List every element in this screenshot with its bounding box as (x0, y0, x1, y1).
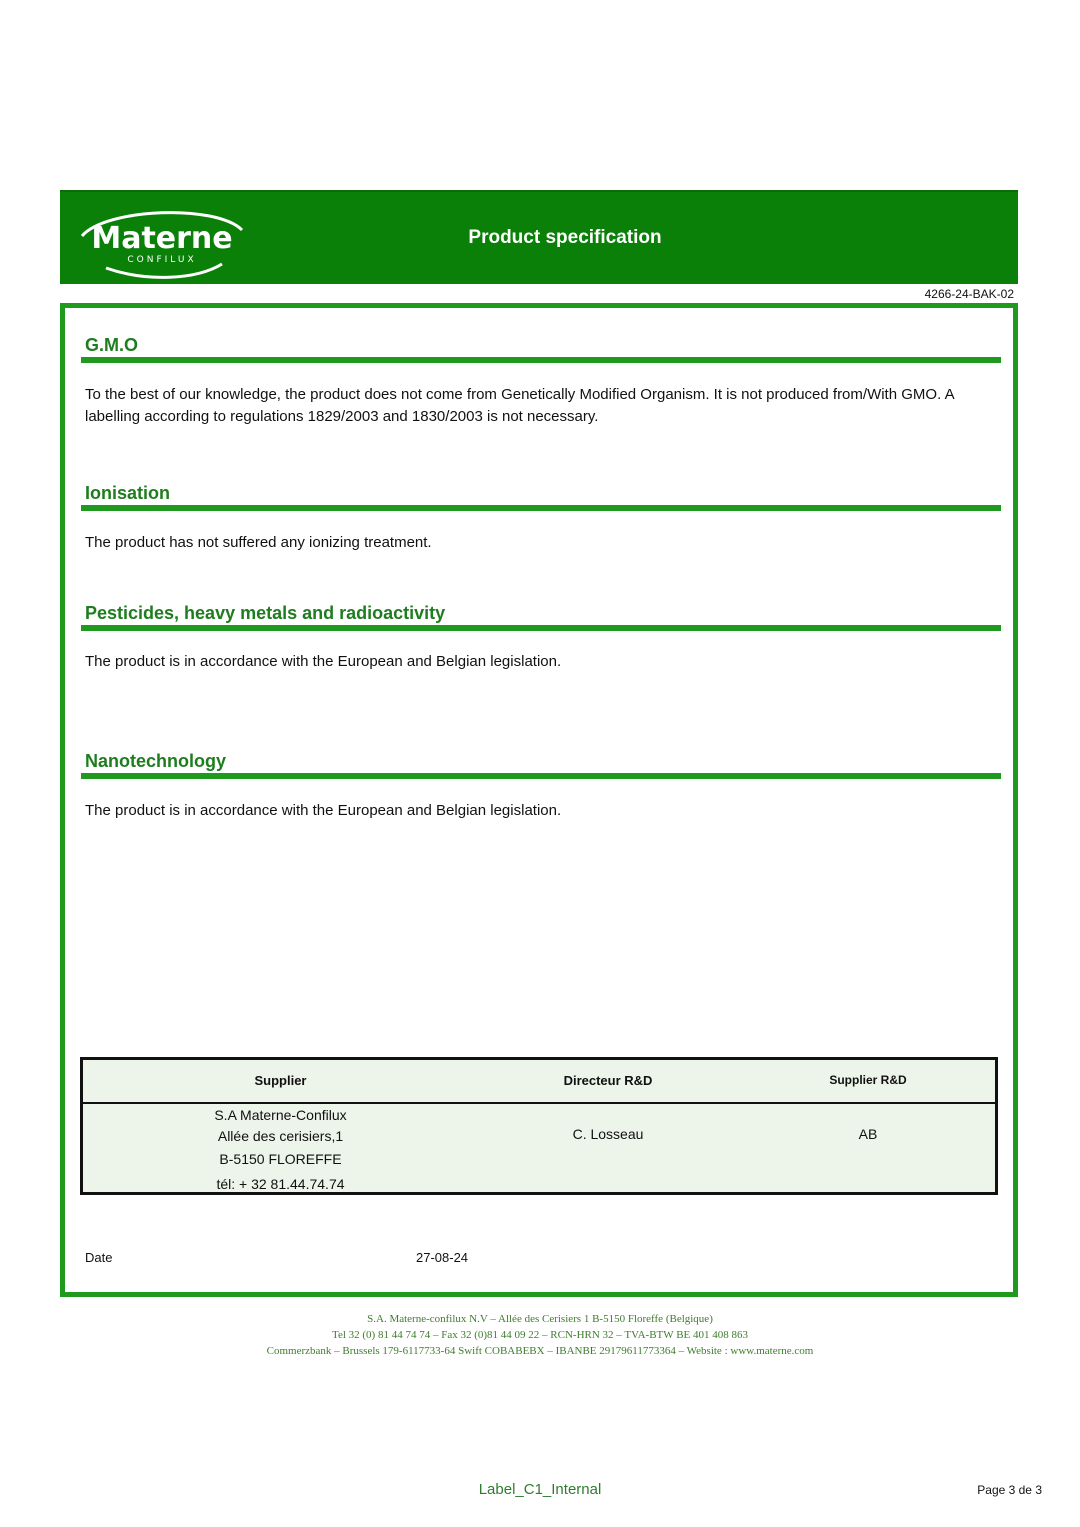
document-title: Product specification (468, 227, 662, 248)
signature-table (80, 1057, 998, 1195)
footer-contact: Tel 32 (0) 81 44 74 74 – Fax 32 (0)81 44 09 22 – RCN-HRN 32 – TVA-BTW BE 401 408 863 (332, 1329, 748, 1341)
text-line: labelling according to regulations 1829/2003 and 1830/2003 is not necessary. (85, 408, 599, 425)
section-rule (81, 625, 1001, 631)
section-text-pesticides (85, 651, 1010, 673)
section-title-pesticides: Pesticides, heavy metals and radioactivity (85, 603, 446, 623)
text-line: The product is in accordance with the European and Belgian legislation. (85, 653, 562, 670)
logo-name: Materne (91, 221, 233, 256)
text-line: The product is in accordance with the European and Belgian legislation. (85, 802, 562, 819)
header-director: Directeur R&D (563, 1073, 653, 1088)
date-value: 27-08-24 (416, 1250, 469, 1265)
signature-table-header (83, 1060, 995, 1104)
section-rule (81, 357, 1001, 363)
text-line: The product has not suffered any ionizing treatment. (85, 534, 432, 551)
date-label: Date (85, 1250, 113, 1265)
address-line: tél: + 32 81.44.74.74 (216, 1176, 345, 1192)
section-title-ionisation: Ionisation (85, 483, 170, 503)
section-text-gmo (85, 384, 1010, 428)
header-band (60, 190, 1018, 284)
section-rule (81, 505, 1001, 511)
address-line: B-5150 FLOREFFE (219, 1151, 342, 1167)
classification-label: Label_C1_Internal (478, 1481, 602, 1498)
text-line: To the best of our knowledge, the product does not come from Genetically Modified Organism. It is not produced from/With GMO. A (85, 386, 955, 403)
header-supplier-rd: Supplier R&D (829, 1073, 907, 1087)
section-text-nanotechnology (85, 800, 1010, 822)
section-text-ionisation (85, 532, 1010, 554)
section-title-nanotechnology: Nanotechnology (85, 751, 227, 771)
section-rule (81, 773, 1001, 779)
director-name: C. Losseau (572, 1126, 644, 1142)
logo-sub: CONFILUX (127, 255, 197, 265)
supplier-rd-name: AB (858, 1126, 878, 1142)
supplier-address (83, 1105, 478, 1195)
header-supplier: Supplier (254, 1073, 307, 1088)
address-line: S.A Materne-Confilux (214, 1107, 347, 1123)
footer-company: S.A. Materne-confilux N.V – Allée des Cerisiers 1 B-5150 Floreffe (Belgique) (367, 1313, 713, 1325)
address-line: Allée des cerisiers,1 (217, 1128, 344, 1144)
section-title-gmo: G.M.O (85, 335, 138, 355)
page-number: Page 3 de 3 (977, 1483, 1042, 1497)
footer-bank: Commerzbank – Brussels 179-6117733-64 Swift COBABEBX – IBANBE 29179611773364 – Website : www.materne.com (266, 1345, 814, 1357)
document-reference: 4266-24-BAK-02 (924, 287, 1014, 301)
